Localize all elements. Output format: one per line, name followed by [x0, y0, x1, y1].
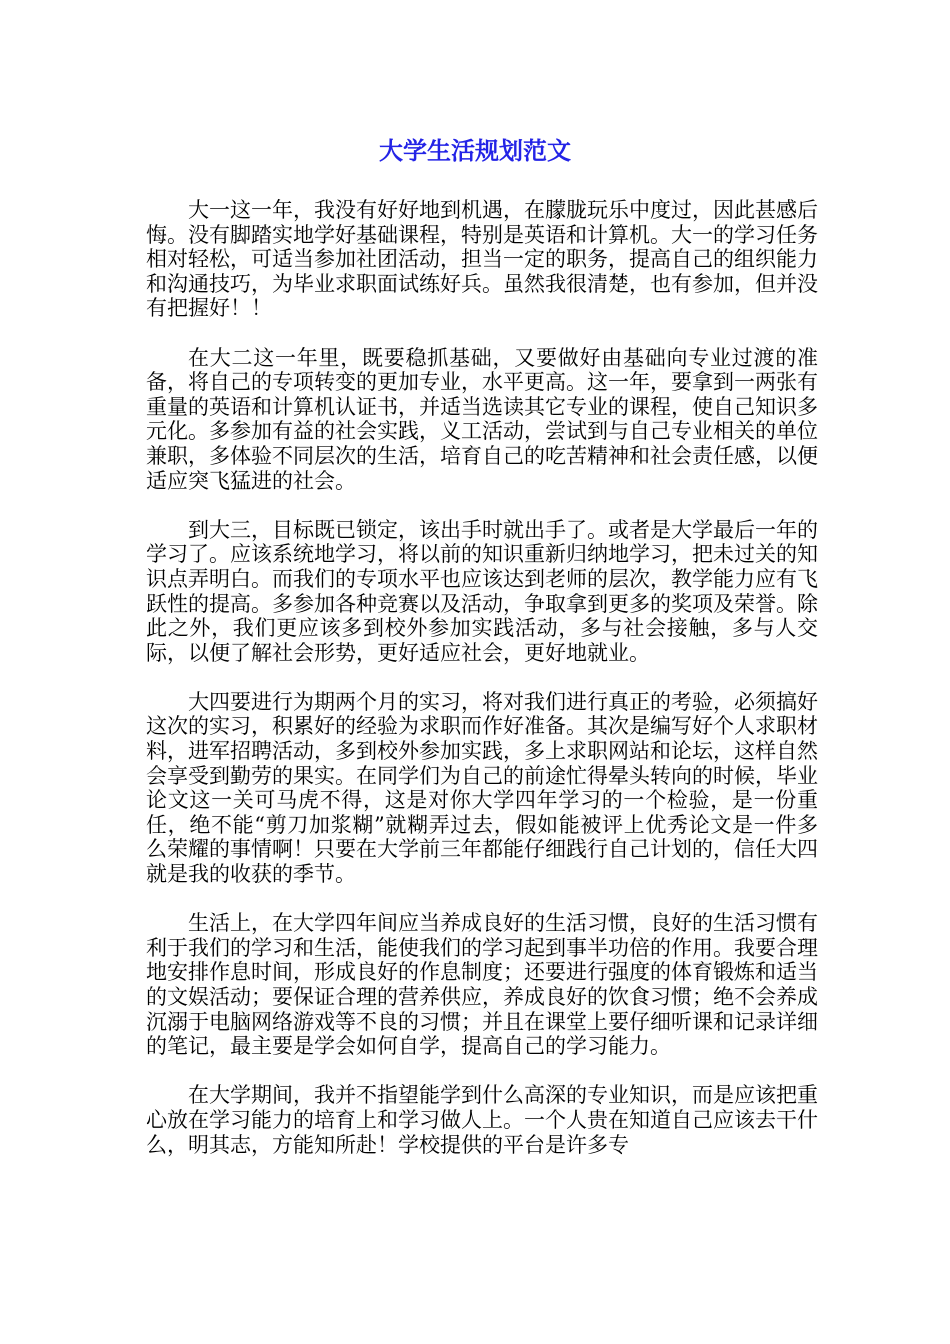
paragraph-1: 大一这一年，我没有好好地到机遇，在朦胧玩乐中度过，因此甚感后悔。没有脚踏实地学好基础课程，特别是英语和计算机。大一的学习任务相对轻松，可适当参加社团活动，担当一定的职务，提高自己的组织能力和沟通技巧，为毕业求职面试练好兵。虽然我很清楚，也有参加，但并没有把握好！！: [146, 198, 818, 321]
paragraph-2: 在大二这一年里，既要稳抓基础，又要做好由基础向专业过渡的准备，将自己的专项转变的更加专业，水平更高。这一年，要拿到一两张有重量的英语和计算机认证书，并适当选读其它专业的课程，使自己知识多元化。多参加有益的社会实践，义工活动，尝试到与自己专业相关的单位兼职，多体验不同层次的生活，培育自己的吃苦精神和社会责任感，以便适应突飞猛进的社会。: [146, 345, 818, 493]
document-title: 大学生活规划范文: [379, 137, 571, 165]
paragraph-5: 生活上，在大学四年间应当养成良好的生活习惯，良好的生活习惯有利于我们的学习和生活，能使我们的学习起到事半功倍的作用。我要合理地安排作息时间，形成良好的作息制度；还要进行强度的体育锻炼和适当的文娱活动；要保证合理的营养供应，养成良好的饮食习惯；绝不会养成沉溺于电脑网络游戏等不良的习惯；并且在课堂上要仔细听课和记录详细的笔记，最主要是学会如何自学，提高自己的学习能力。: [146, 911, 818, 1059]
document-body: [146, 198, 818, 1182]
paragraph-4: 大四要进行为期两个月的实习，将对我们进行真正的考验，必须搞好这次的实习，积累好的经验为求职而作好准备。其次是编写好个人求职材料，进军招聘活动，多到校外参加实践，多上求职网站和论坛，这样自然会享受到勤劳的果实。在同学们为自己的前途忙得晕头转向的时候，毕业论文这一关可马虎不得，这是对你大学四年学习的一个检验，是一份重任，绝不能“剪刀加浆糊”就糊弄过去，假如能被评上优秀论文是一件多么荣耀的事情啊！只要在大学前三年都能仔细践行自己计划的，信任大四就是我的收获的季节。: [146, 689, 818, 887]
paragraph-3: 到大三，目标既已锁定，该出手时就出手了。或者是大学最后一年的学习了。应该系统地学习，将以前的知识重新归纳地学习，把未过关的知识点弄明白。而我们的专项水平也应该达到老师的层次，教学能力应有飞跃性的提高。多参加各种竞赛以及活动，争取拿到更多的奖项及荣誉。除此之外，我们更应该多到校外参加实践活动，多与社会接触，多与人交际，以便了解社会形势，更好适应社会，更好地就业。: [146, 517, 818, 665]
paragraph-6: 在大学期间，我并不指望能学到什么高深的专业知识，而是应该把重心放在学习能力的培育上和学习做人上。一个人贵在知道自己应该去干什么，明其志，方能知所赴！学校提供的平台是许多专: [146, 1083, 818, 1157]
